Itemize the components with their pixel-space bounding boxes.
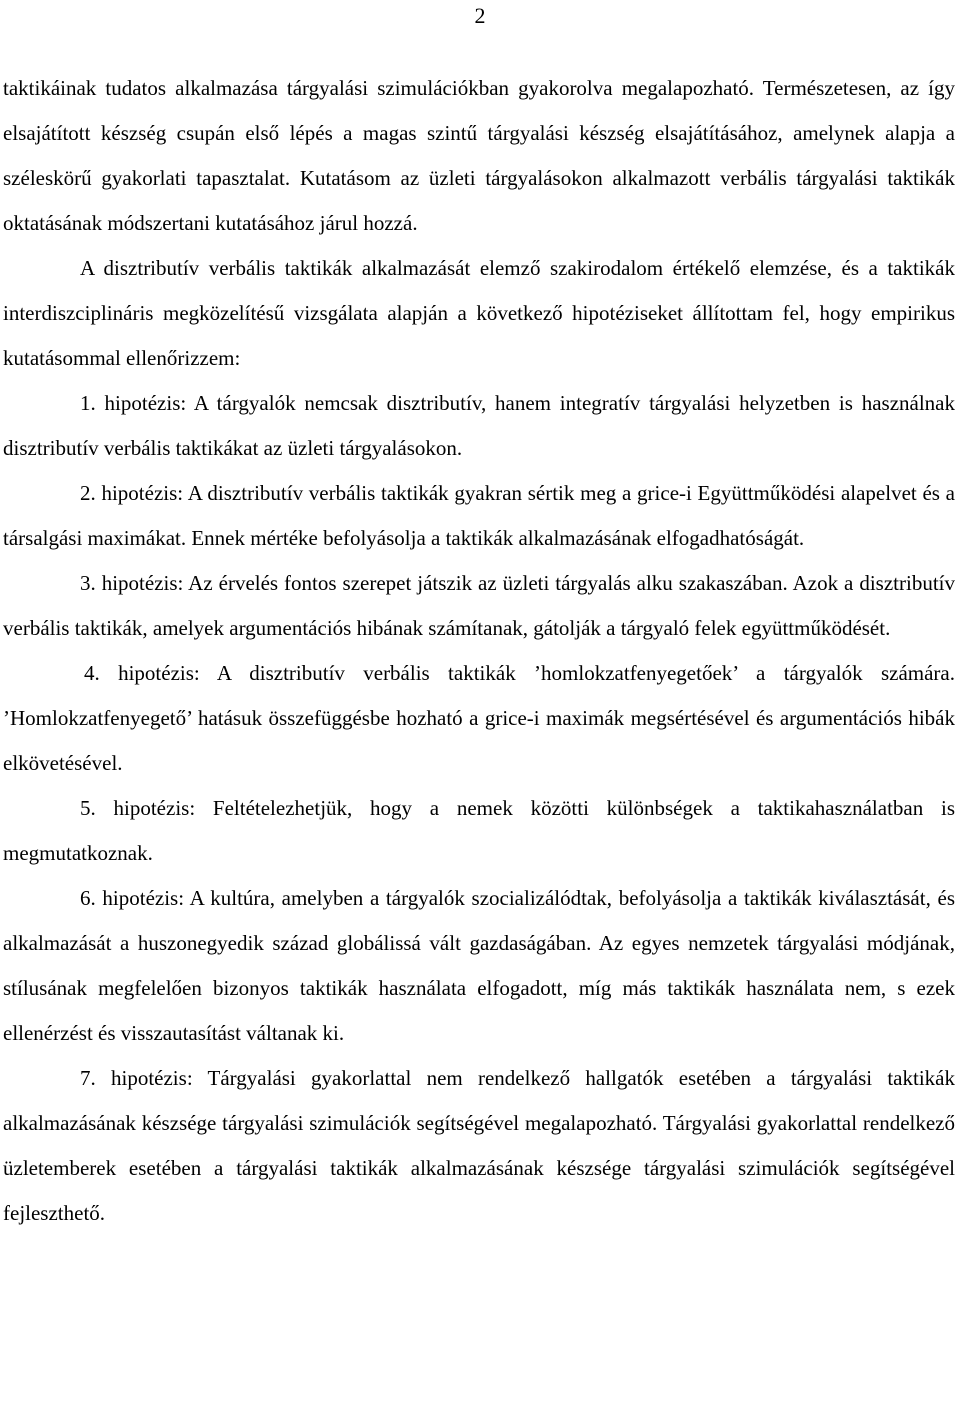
- hypothesis-3: 3. hipotézis: Az érvelés fontos szerepet játszik az üzleti tárgyalás alku szakaszában. Azok a disztributív verbális taktikák, amelyek argumentációs hibának számítanak, gátolják a tárgyaló felek együttműködését.: [3, 571, 955, 640]
- hypothesis-5: 5. hipotézis: Feltételezhetjük, hogy a nemek közötti különbségek a taktikahasználatban is megmutatkoznak.: [3, 796, 955, 865]
- paragraph-hypotheses-lead: A disztributív verbális taktikák alkalmazását elemző szakirodalom értékelő elemzése, és a taktikák interdiszciplináris megközelítésű vizsgálata alapján a következő hipotéziseket állítottam fel, hogy empirikus kutatásommal ellenőrizzem:: [3, 256, 955, 370]
- hypothesis-2: 2. hipotézis: A disztributív verbális taktikák gyakran sértik meg a grice-i Együttműködési alapelvet és a társalgási maximákat. Ennek mértéke befolyásolja a taktikák alkalmazásának elfogadhatóságát.: [3, 481, 955, 550]
- hypothesis-4: 4. hipotézis: A disztributív verbális taktikák ’homlokzatfenyegetőek’ a tárgyalók számára. ’Homlokzatfenyegető’ hatásuk összefüggésbe hozható a grice-i maximák megsértésével és argumentációs hibák elkövetésével.: [3, 661, 955, 775]
- hypothesis-1: 1. hipotézis: A tárgyalók nemcsak disztributív, hanem integratív tárgyalási helyzetben is használnak disztributív verbális taktikákat az üzleti tárgyalásokon.: [3, 391, 955, 460]
- paragraph-intro: taktikáinak tudatos alkalmazása tárgyalási szimulációkban gyakorolva megalapozható. Természetesen, az így elsajátított készség csupán első lépés a magas szintű tárgyalási készség elsajátításához, amelynek alapja a széleskörű gyakorlati tapasztalat. Kutatásom az üzleti tárgyalásokon alkalmazott verbális tárgyalási taktikák oktatásának módszertani kutatásához járul hozzá.: [3, 76, 955, 235]
- hypothesis-7: 7. hipotézis: Tárgyalási gyakorlattal nem rendelkező hallgatók esetében a tárgyalási taktikák alkalmazásának készsége tárgyalási szimulációk segítségével megalapozható. Tárgyalási gyakorlattal rendelkező üzletemberek esetében a tárgyalási taktikák alkalmazásának készsége tárgyalási szimulációk segítségével fejleszthető.: [3, 1066, 955, 1225]
- page-number: 2: [474, 3, 486, 28]
- hypothesis-6: 6. hipotézis: A kultúra, amelyben a tárgyalók szocializálódtak, befolyásolja a taktikák kiválasztását, és alkalmazását a huszonegyedik század globálissá vált gazdaságában. Az egyes nemzetek tárgyalási módjának, stílusának megfelelően bizonyos taktikák használata elfogadott, míg más taktikák használata nem, s ezek ellenérzést és visszautasítást váltanak ki.: [3, 886, 955, 1045]
- body-text: [3, 66, 955, 1236]
